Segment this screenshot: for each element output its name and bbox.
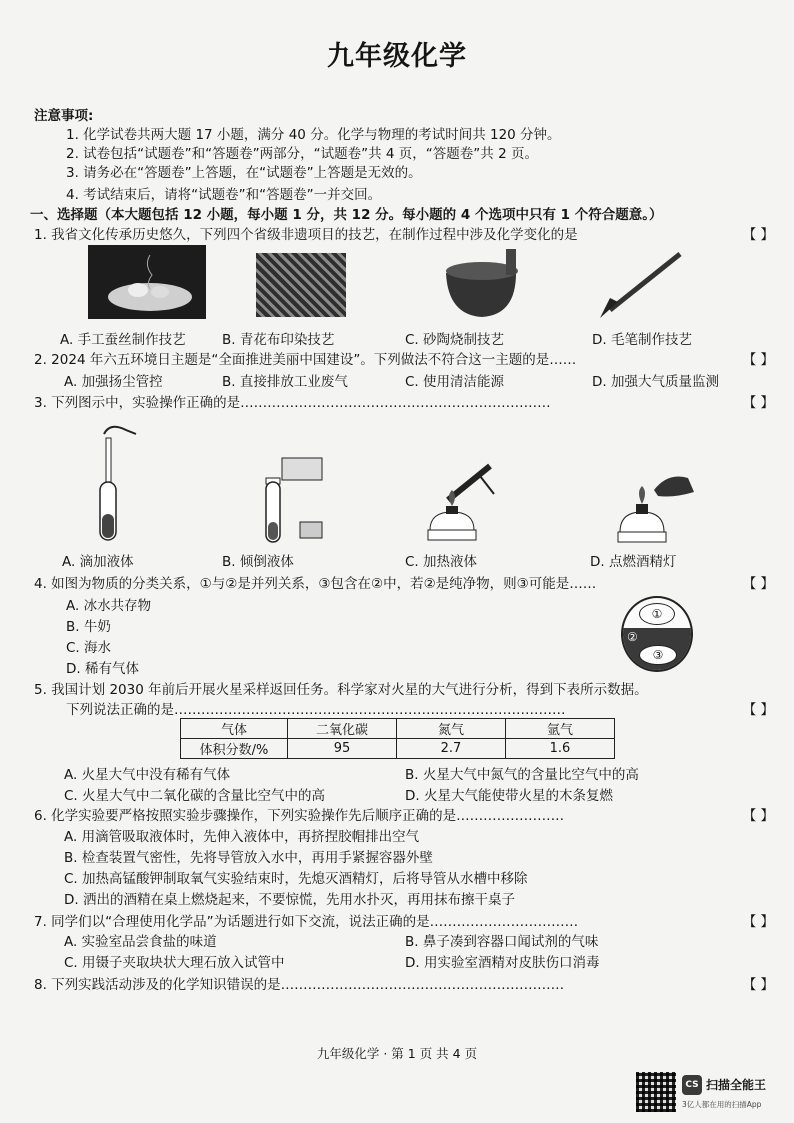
table-cell: 体积分数/% <box>181 739 288 759</box>
brush-pen-image <box>596 248 686 320</box>
q3-option-c: C. 加热液体 <box>405 554 478 570</box>
question-3-stem: 3. 下列图示中，实验操作正确的是…………………………………………………………… <box>34 395 551 411</box>
q5-option-c: C. 火星大气中二氧化碳的含量比空气中的高 <box>64 788 326 804</box>
region-3-label: ③ <box>639 645 677 665</box>
qr-code-icon <box>636 1072 676 1112</box>
answer-bracket: 【 】 <box>742 977 774 993</box>
scanner-tagline: 3亿人都在用的扫描App <box>682 1100 762 1109</box>
table-cell: 1.6 <box>506 739 615 759</box>
table-cell: 氩气 <box>506 719 615 739</box>
silk-craft-image <box>88 245 206 319</box>
q6-option-b: B. 检查装置气密性，先将导管放入水中，再用手紧握容器外壁 <box>64 850 433 866</box>
question-6-stem: 6. 化学实验要严格按照实验步骤操作，下列实验操作先后顺序正确的是…………………… <box>34 808 565 824</box>
q3-option-b: B. 倾倒液体 <box>222 554 294 570</box>
q2-option-b: B. 直接排放工业废气 <box>222 374 348 390</box>
q3-option-d: D. 点燃酒精灯 <box>590 554 677 570</box>
indigo-print-fabric-image <box>256 253 346 317</box>
region-2-label: ② <box>627 630 638 644</box>
q6-option-a: A. 用滴管吸取液体时，先伸入液体中，再挤捏胶帽排出空气 <box>64 829 420 845</box>
answer-bracket: 【 】 <box>742 576 774 592</box>
classification-venn-diagram <box>621 596 693 672</box>
mars-atmosphere-table <box>180 718 615 759</box>
question-5-stem: 5. 我国计划 2030 年前后开展火星采样返回任务。科学家对火星的大气进行分析，得到下表所示数据。 <box>34 682 648 698</box>
q2-option-c: C. 使用清洁能源 <box>405 374 505 390</box>
answer-bracket: 【 】 <box>742 395 774 411</box>
q1-option-b: B. 青花布印染技艺 <box>222 332 335 348</box>
notice-item: 2. 试卷包括“试题卷”和“答题卷”两部分，“试题卷”共 4 页，“答题卷”共 2 页。 <box>66 146 538 162</box>
table-cell: 95 <box>288 739 397 759</box>
table-cell: 氮气 <box>397 719 506 739</box>
lighting-alcohol-lamp-diagram <box>614 462 698 544</box>
q6-option-d: D. 洒出的酒精在桌上燃烧起来，不要惊慌，先用水扑灭，再用抹布擦干桌子 <box>64 892 515 908</box>
question-2-stem: 2. 2024 年六五环境日主题是“全面推进美丽中国建设”。下列做法不符合这一主题的是…… <box>34 352 577 368</box>
page-footer: 九年级化学 · 第 1 页 共 4 页 <box>316 1046 478 1061</box>
answer-bracket: 【 】 <box>742 352 774 368</box>
dropper-test-tube-diagram <box>96 422 146 544</box>
answer-bracket: 【 】 <box>742 914 774 930</box>
notice-item: 4. 考试结束后，请将“试题卷”和“答题卷”一并交回。 <box>66 187 382 203</box>
answer-bracket: 【 】 <box>742 227 774 243</box>
q1-option-d: D. 毛笔制作技艺 <box>592 332 692 348</box>
page-title: 九年级化学 <box>327 41 467 72</box>
notice-item: 1. 化学试卷共两大题 17 小题，满分 40 分。化学与物理的考试时间共 120 分钟。 <box>66 127 561 143</box>
section-heading: 一、选择题（本大题包括 12 小题，每小题 1 分，共 12 分。每小题的 4 个选项中只有 1 个符合题意。） <box>30 207 663 223</box>
answer-bracket: 【 】 <box>742 702 774 718</box>
q7-option-c: C. 用镊子夹取块状大理石放入试管中 <box>64 955 285 971</box>
table-cell: 气体 <box>181 719 288 739</box>
q7-option-b: B. 鼻子凑到容器口闻试剂的气味 <box>405 934 599 950</box>
q6-option-c: C. 加热高锰酸钾制取氧气实验结束时，先熄灭酒精灯，后将导管从水槽中移除 <box>64 871 528 887</box>
q7-option-a: A. 实验室品尝食盐的味道 <box>64 934 217 950</box>
q7-option-d: D. 用实验室酒精对皮肤伤口消毒 <box>405 955 600 971</box>
q4-option-a: A. 冰水共存物 <box>66 598 152 614</box>
question-1-stem: 1. 我省文化传承历史悠久，下列四个省级非遗项目的技艺，在制作过程中涉及化学变化的是 <box>34 227 578 243</box>
q3-option-a: A. 滴加液体 <box>62 554 134 570</box>
pouring-liquid-diagram <box>262 452 326 548</box>
q4-option-b: B. 牛奶 <box>66 619 111 635</box>
q1-option-c: C. 砂陶烧制技艺 <box>405 332 505 348</box>
q5-option-b: B. 火星大气中氮气的含量比空气中的高 <box>405 767 639 783</box>
question-7-stem: 7. 同学们以“合理使用化学品”为话题进行如下交流，说法正确的是…………………………… <box>34 914 579 930</box>
table-cell: 二氧化碳 <box>288 719 397 739</box>
clay-pot-image <box>438 245 524 323</box>
answer-bracket: 【 】 <box>742 808 774 824</box>
q4-option-c: C. 海水 <box>66 640 112 656</box>
heating-liquid-diagram <box>424 460 508 544</box>
scanner-brand: 扫描全能王 <box>706 1078 767 1092</box>
notice-heading: 注意事项: <box>34 108 94 124</box>
q2-option-a: A. 加强扬尘管控 <box>64 374 163 390</box>
q5-option-a: A. 火星大气中没有稀有气体 <box>64 767 231 783</box>
table-cell: 2.7 <box>397 739 506 759</box>
q4-option-d: D. 稀有气体 <box>66 661 139 677</box>
question-5-stem-2: 下列说法正确的是…………………………………………………………………………… <box>66 702 566 718</box>
question-4-stem: 4. 如图为物质的分类关系，①与②是并列关系，③包含在②中，若②是纯净物，则③可能是…… <box>34 576 597 592</box>
q2-option-d: D. 加强大气质量监测 <box>592 374 719 390</box>
table-row <box>181 719 615 739</box>
notice-item: 3. 请务必在“答题卷”上答题，在“试题卷”上答题是无效的。 <box>66 165 422 181</box>
scanner-logo-icon: CS <box>682 1075 702 1095</box>
q1-option-a: A. 手工蚕丝制作技艺 <box>60 332 186 348</box>
table-row <box>181 739 615 759</box>
region-1-label: ① <box>639 603 675 625</box>
q5-option-d: D. 火星大气能使带火星的木条复燃 <box>405 788 613 804</box>
question-8-stem: 8. 下列实践活动涉及的化学知识错误的是……………………………………………………… <box>34 977 565 993</box>
